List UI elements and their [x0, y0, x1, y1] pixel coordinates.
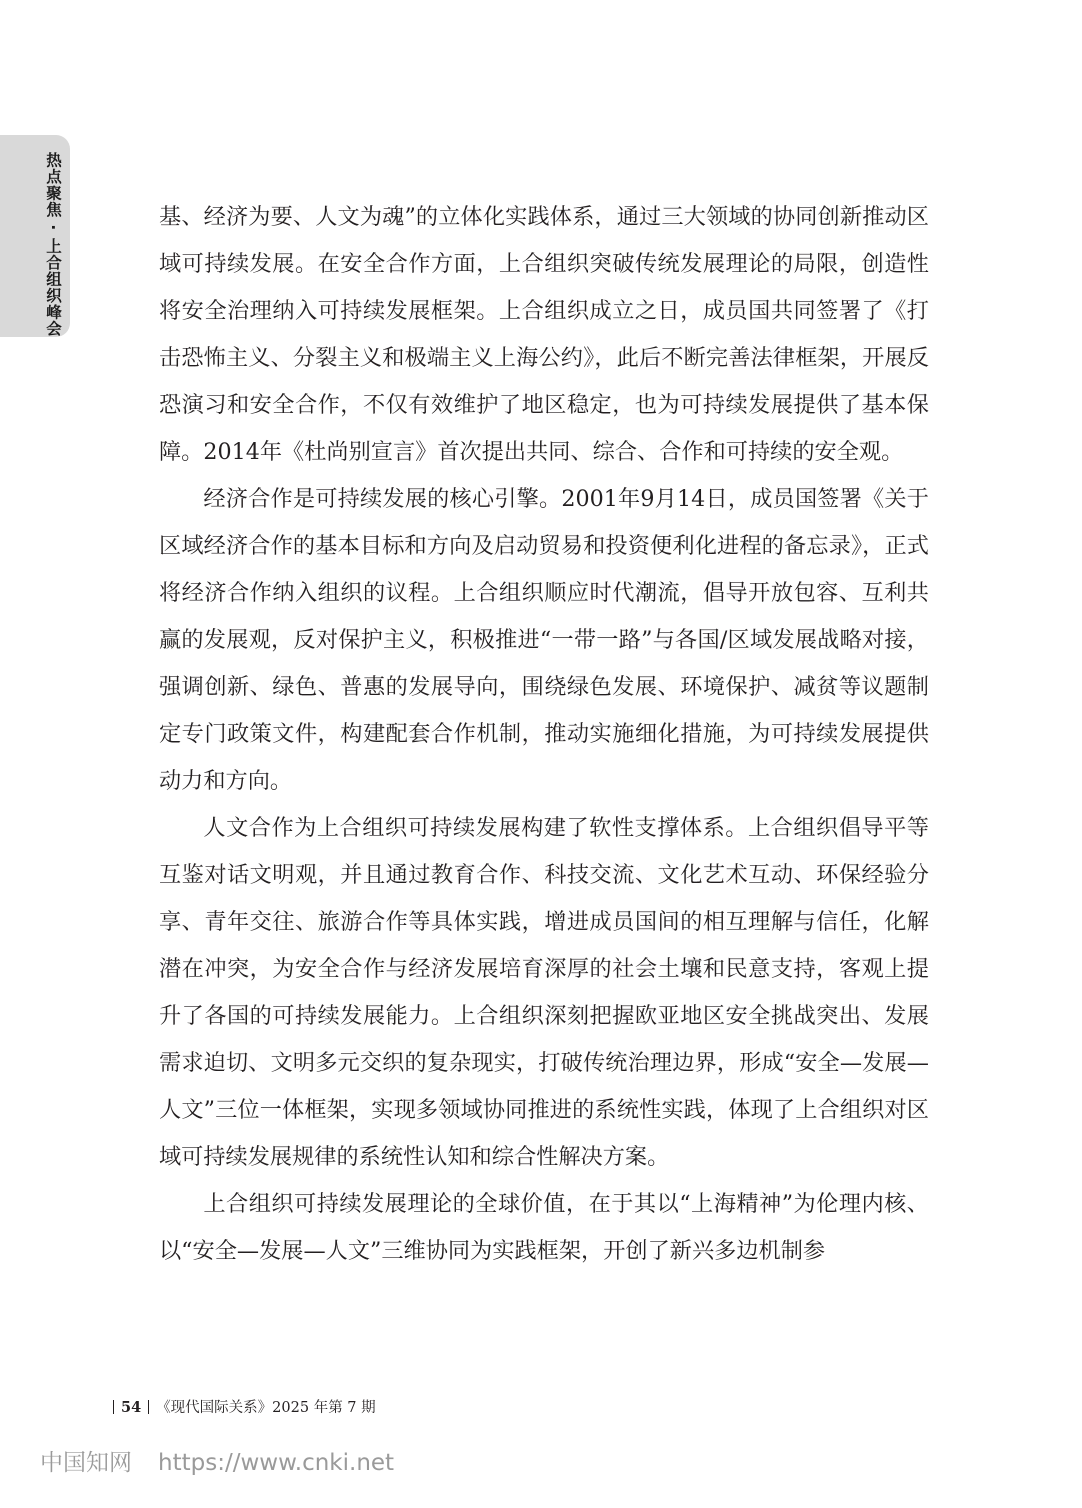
page-footer: [106, 1396, 376, 1417]
section-tab-label: 热点聚焦 · 上合组织峰会: [44, 152, 62, 337]
paragraph-continuation: 基、经济为要、人文为魂”的立体化实践体系，通过三大领域的协同创新推动区域可持续发展。在安全合作方面，上合组织突破传统发展理论的局限，创造性将安全治理纳入可持续发展框架。上合组织成立之日，成员国共同签署了《打击恐怖主义、分裂主义和极端主义上海公约》，此后不断完善法律框架，开展反恐演习和安全合作，不仅有效维护了地区稳定，也为可持续发展提供了基本保障。2014年《杜尚别宣言》首次提出共同、综合、合作和可持续的安全观。: [159, 204, 929, 465]
cnki-url: https://www.cnki.net: [158, 1450, 395, 1476]
page-number: 54: [121, 1399, 142, 1416]
journal-name: 《现代国际关系》2025 年第 7 期: [156, 1400, 376, 1416]
paragraph-economic-cooperation: 经济合作是可持续发展的核心引擎。2001年9月14日，成员国签署《关于区域经济合作的基本目标和方向及启动贸易和投资便利化进程的备忘录》，正式将经济合作纳入组织的议程。上合组织顺应时代潮流，倡导开放包容、互利共赢的发展观，反对保护主义，积极推进“一带一路”与各国/区域发展战略对接，强调创新、绿色、普惠的发展导向，围绕绿色发展、环境保护、减贫等议题制定专门政策文件，构建配套合作机制，推动实施细化措施，为可持续发展提供动力和方向。: [159, 486, 929, 794]
footer-divider: [148, 1400, 149, 1414]
cnki-logo-text: 中国知网: [40, 1450, 132, 1476]
paragraph-cultural-cooperation: 人文合作为上合组织可持续发展构建了软性支撑体系。上合组织倡导平等互鉴对话文明观，并且通过教育合作、科技交流、文化艺术互动、环保经验分享、青年交往、旅游合作等具体实践，增进成员国间的相互理解与信任，化解潜在冲突，为安全合作与经济发展培育深厚的社会土壤和民意支持，客观上提升了各国的可持续发展能力。上合组织深刻把握欧亚地区安全挑战突出、发展需求迫切、文明多元交织的复杂现实，打破传统治理边界，形成“安全—发展—人文”三位一体框架，实现多领域协同推进的系统性实践，体现了上合组织对区域可持续发展规律的系统性认知和综合性解决方案。: [159, 815, 929, 1170]
footer-divider: [113, 1400, 114, 1414]
paragraph-global-value: 上合组织可持续发展理论的全球价值，在于其以“上海精神”为伦理内核、以“安全—发展—人文”三维协同为实践框架，开创了新兴多边机制参: [159, 1191, 929, 1264]
cnki-watermark: [40, 1444, 394, 1477]
article-body: [159, 194, 929, 1275]
